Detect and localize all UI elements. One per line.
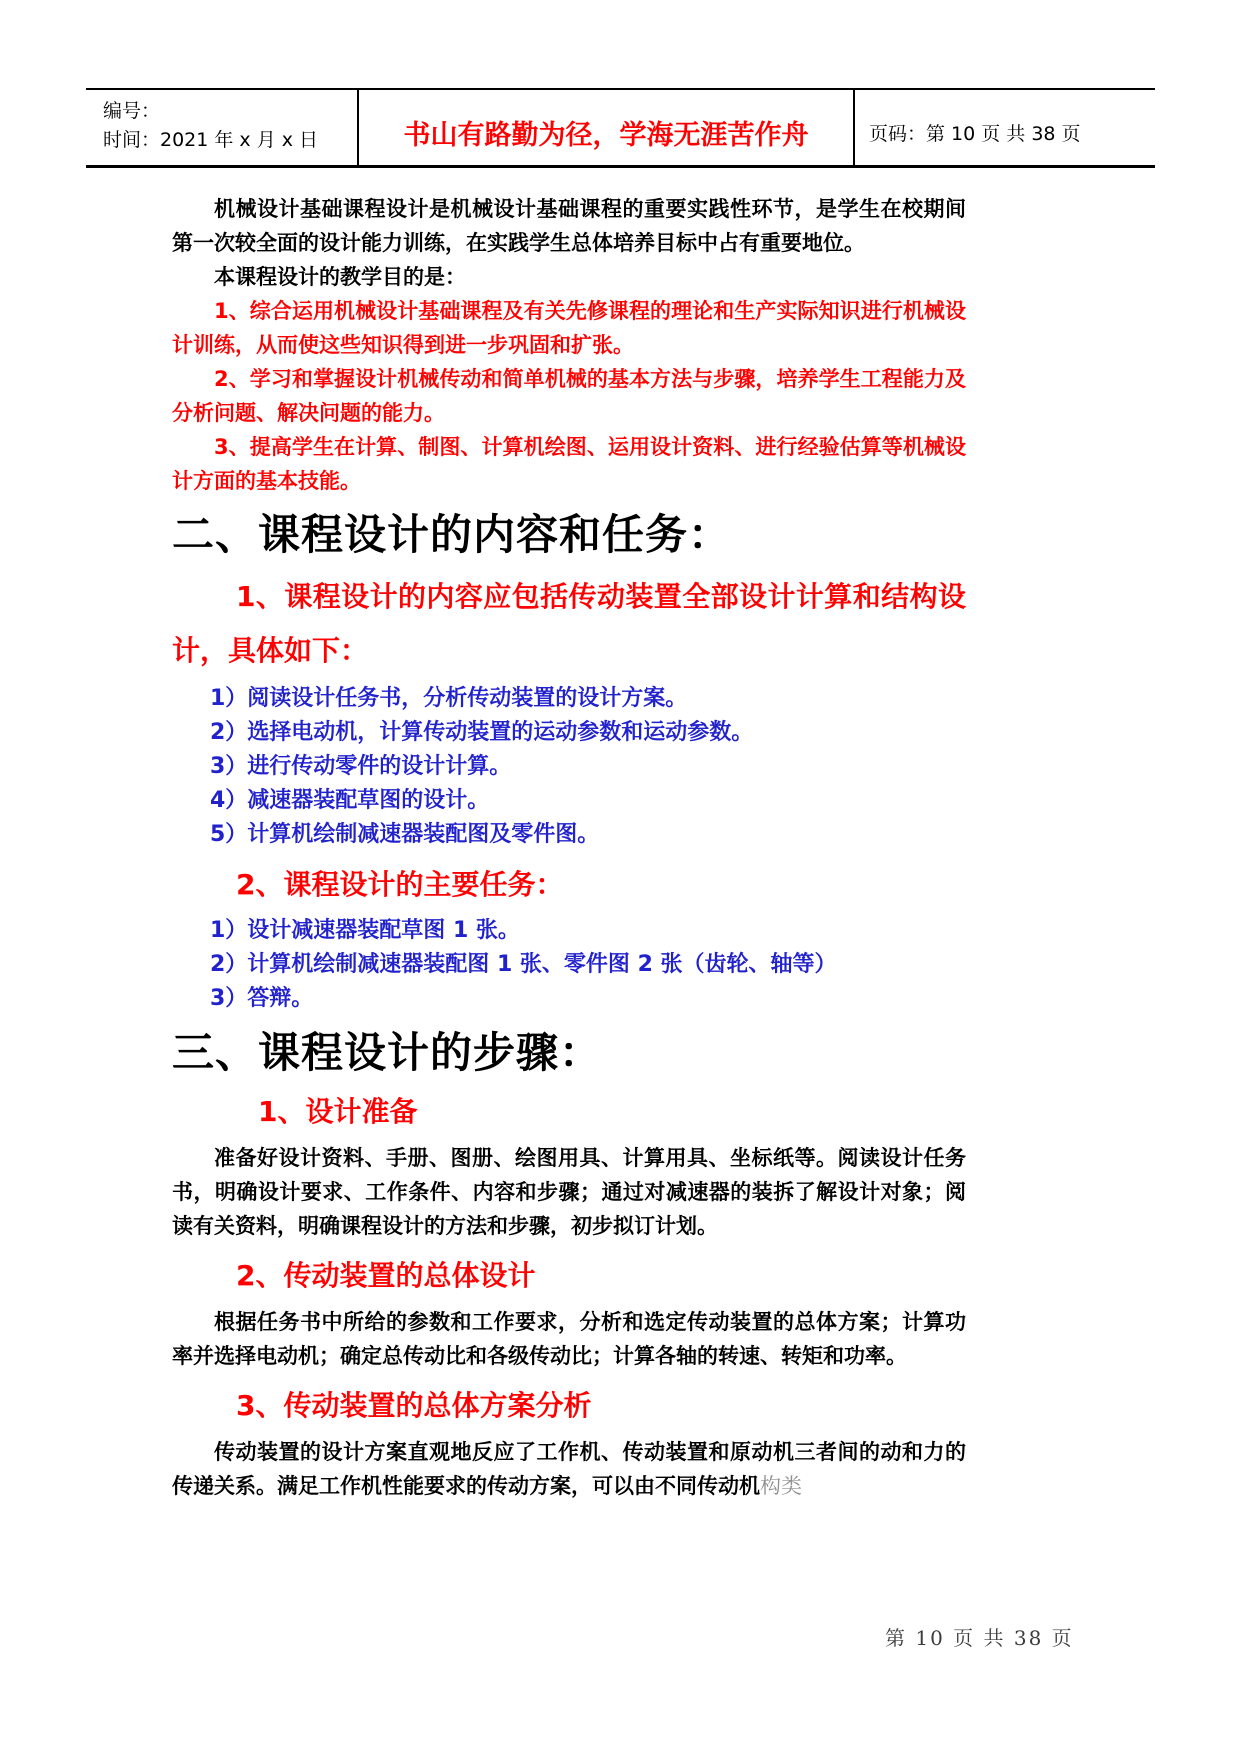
teaching-goal-3: 3、提高学生在计算、制图、计算机绘图、运用设计资料、进行经验估算等机械设计方面的基本技能。 [172,435,966,493]
step1-body: 准备好设计资料、手册、图册、绘图用具、计算用具、坐标纸等。阅读设计任务书，明确设计要求、工作条件、内容和步骤；通过对减速器的装拆了解设计对象；阅读有关资料，明确课程设计的方法和步骤，初步拟订计划。 [172,1145,966,1238]
step1-heading: 1、设计准备 [258,1094,418,1128]
header-cell-number-time [86,90,359,165]
header-cell-motto [359,90,855,165]
section2-subheading-2: 2、课程设计的主要任务： [236,868,564,902]
doc-time-label: 时间：2021 年 x 月 x 日 [103,129,319,151]
document-body [172,192,966,1503]
section3-title: 三、课程设计的步骤： [172,1028,603,1078]
content-item-4: 4）减速器装配草图的设计。 [210,788,490,814]
header-table [86,88,1155,168]
step3-body-text: 传动装置的设计方案直观地反应了工作机、传动装置和原动机三者间的动和力的传递关系。满足工作机性能要求的传动方案，可以由不同传动机 [172,1439,966,1498]
intro-paragraph: 机械设计基础课程设计是机械设计基础课程的重要实践性环节，是学生在校期间第一次较全面的设计能力训练，在实践学生总体培养目标中占有重要地位。 [172,197,966,255]
task-item-1: 1）设计减速器装配草图 1 张。 [210,918,520,944]
task-item-3: 3）答辩。 [210,986,314,1012]
section2-title: 二、课程设计的内容和任务： [172,510,732,559]
step3-body-grey-tail: 构类 [760,1473,802,1498]
teaching-purpose-lead: 本课程设计的教学目的是： [214,265,466,289]
doc-number-label: 编号： [103,100,161,122]
header-page-label: 页码：第 10 页 共 38 页 [869,123,1081,145]
header-motto: 书山有路勤为径，学海无涯苦作舟 [403,120,809,151]
task-item-2: 2）计算机绘制减速器装配图 1 张、零件图 2 张（齿轮、轴等） [210,952,837,978]
footer-page-number: 第 10 页 共 38 页 [885,1626,1074,1650]
task-item-list [172,914,966,1016]
step3-body [172,1435,966,1503]
teaching-goal-1: 1、综合运用机械设计基础课程及有关先修课程的理论和生产实际知识进行机械设计训练，从而使这些知识得到进一步巩固和扩张。 [172,299,966,357]
content-item-2: 2）选择电动机，计算传动装置的运动参数和运动参数。 [210,720,754,746]
step2-body: 根据任务书中所给的参数和工作要求，分析和选定传动装置的总体方案；计算功率并选择电动机；确定总传动比和各级传动比；计算各轴的转速、转矩和功率。 [172,1309,966,1368]
content-item-3: 3）进行传动零件的设计计算。 [210,754,512,780]
content-item-list [172,682,966,852]
teaching-goal-2: 2、学习和掌握设计机械传动和简单机械的基本方法与步骤，培养学生工程能力及分析问题、解决问题的能力。 [172,367,966,425]
header-cell-page [855,90,1155,165]
step2-heading: 2、传动装置的总体设计 [236,1258,536,1292]
content-item-5: 5）计算机绘制减速器装配图及零件图。 [210,822,600,848]
step3-heading: 3、传动装置的总体方案分析 [236,1388,592,1422]
section2-subheading-1: 1、课程设计的内容应包括传动装置全部设计计算和结构设计，具体如下： [172,580,966,668]
content-item-1: 1）阅读设计任务书，分析传动装置的设计方案。 [210,686,688,712]
